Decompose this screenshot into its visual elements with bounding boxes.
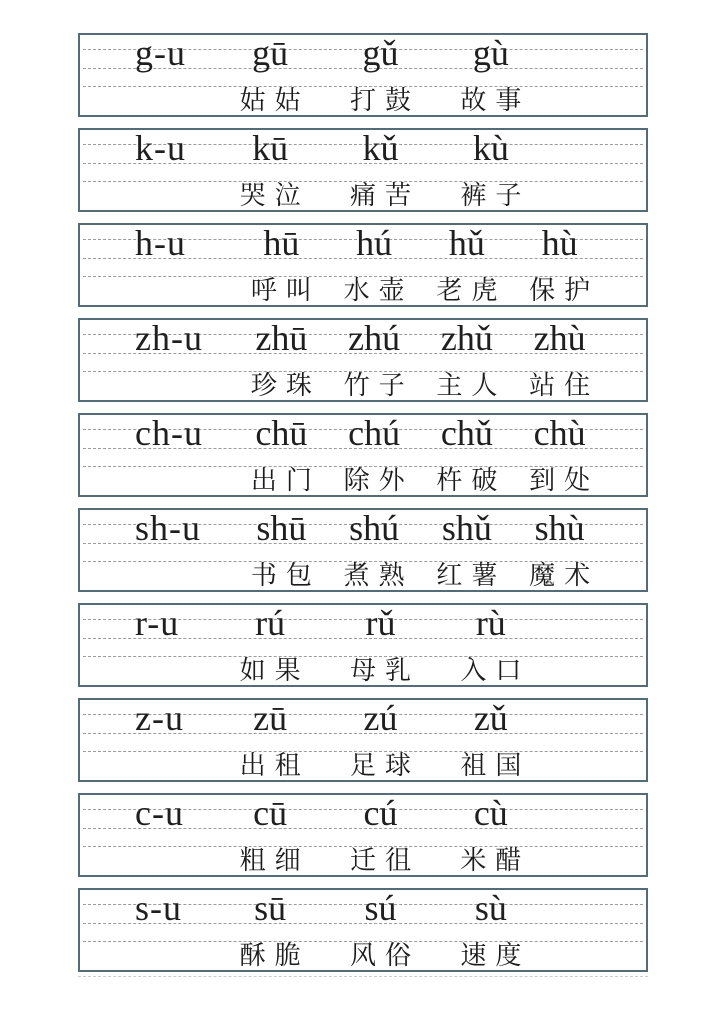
syllable-word-pair	[235, 320, 328, 402]
pinyin-syllable: shǔ	[441, 508, 492, 548]
syllable-word-pair	[328, 225, 421, 307]
syllable-word-pairs	[215, 35, 646, 117]
pinyin-section	[78, 793, 648, 877]
pinyin-syllable: cū	[253, 793, 288, 833]
pinyin-syllable: zhǔ	[440, 318, 493, 358]
syllable-word-pair	[513, 225, 606, 307]
example-word: 痛苦	[349, 181, 420, 210]
syllable-word-pair	[421, 415, 514, 497]
pinyin-syllable: zú	[363, 698, 398, 738]
pinyin-syllable: cú	[363, 793, 398, 833]
pinyin-section	[78, 318, 648, 402]
example-word: 呼叫	[250, 276, 321, 305]
section-content	[80, 510, 646, 590]
pinyin-syllable: kū	[252, 128, 289, 168]
syllable-word-pair	[513, 415, 606, 497]
example-word: 迁徂	[349, 846, 420, 875]
syllable-word-pair	[513, 320, 606, 402]
syllable-word-pairs	[215, 320, 646, 402]
example-word: 打鼓	[349, 86, 420, 115]
syllable-word-pairs	[215, 890, 646, 972]
section-content	[80, 130, 646, 210]
pinyin-syllable: sú	[364, 888, 397, 928]
example-word: 杵破	[436, 466, 507, 495]
syllable-word-pair	[328, 320, 421, 402]
example-word: 母乳	[349, 656, 420, 685]
pinyin-syllable: chù	[533, 413, 586, 453]
example-word: 祖国	[460, 751, 531, 780]
syllable-word-pair	[235, 225, 328, 307]
section-content	[80, 700, 646, 780]
section-content	[80, 320, 646, 400]
pinyin-syllable: zhú	[348, 318, 401, 358]
syllable-word-pairs	[215, 510, 646, 592]
example-word: 入口	[460, 656, 531, 685]
example-word: 酥脆	[239, 941, 310, 970]
syllable-word-pairs	[215, 795, 646, 877]
example-word: 老虎	[436, 276, 507, 305]
syllable-word-pair	[421, 510, 514, 592]
syllable-word-pair	[325, 605, 435, 687]
section-label: h-u	[135, 223, 186, 263]
pinyin-syllable: chū	[255, 413, 308, 453]
example-word: 裤子	[460, 181, 531, 210]
syllable-word-pair	[436, 130, 546, 212]
pinyin-syllable: zǔ	[473, 698, 508, 738]
example-word: 煮熟	[343, 561, 414, 590]
pinyin-syllable: chú	[348, 413, 401, 453]
syllable-word-pairs	[215, 700, 646, 782]
pinyin-syllable: sū	[254, 888, 287, 928]
pinyin-syllable: kǔ	[362, 128, 399, 168]
section-content	[80, 890, 646, 970]
example-word: 水壶	[343, 276, 414, 305]
syllable-word-pair	[235, 415, 328, 497]
syllable-word-pair	[215, 795, 325, 877]
syllable-word-pair	[215, 700, 325, 782]
example-word: 书包	[250, 561, 321, 590]
pinyin-syllable: kù	[472, 128, 509, 168]
syllable-word-pair	[215, 35, 325, 117]
pinyin-section	[78, 33, 648, 117]
syllable-word-pair	[436, 890, 546, 972]
syllable-word-pair	[325, 890, 435, 972]
pinyin-syllable: hù	[541, 223, 578, 263]
example-word: 哭泣	[239, 181, 310, 210]
pinyin-syllable: rù	[475, 603, 506, 643]
section-label: g-u	[135, 33, 186, 73]
partial-guide-line	[78, 976, 648, 977]
pinyin-syllable: cù	[473, 793, 508, 833]
section-content	[80, 225, 646, 305]
pinyin-syllable: gū	[252, 33, 289, 73]
section-content	[80, 415, 646, 495]
example-word: 如果	[239, 656, 310, 685]
pinyin-section	[78, 508, 648, 592]
pinyin-syllable: hú	[356, 223, 393, 263]
example-word: 速度	[460, 941, 531, 970]
example-word: 出门	[250, 466, 321, 495]
example-word: 除外	[343, 466, 414, 495]
syllable-word-pair	[215, 890, 325, 972]
pinyin-syllable: shū	[256, 508, 307, 548]
syllable-word-pairs	[215, 415, 646, 497]
example-word: 故事	[460, 86, 531, 115]
pinyin-syllable: gǔ	[362, 33, 399, 73]
example-word: 足球	[349, 751, 420, 780]
example-word: 主人	[436, 371, 507, 400]
pinyin-syllable: rǔ	[365, 603, 396, 643]
syllable-word-pair	[215, 130, 325, 212]
pinyin-section	[78, 603, 648, 687]
pinyin-syllable: zhù	[533, 318, 586, 358]
syllable-word-pair	[328, 415, 421, 497]
syllable-word-pair	[436, 700, 546, 782]
syllable-word-pair	[325, 700, 435, 782]
section-label: s-u	[135, 888, 182, 928]
syllable-word-pair	[436, 795, 546, 877]
section-label: k-u	[135, 128, 186, 168]
syllable-word-pairs	[215, 605, 646, 687]
syllable-word-pairs	[215, 130, 646, 212]
section-label: c-u	[135, 793, 184, 833]
pinyin-section	[78, 698, 648, 782]
example-word: 竹子	[343, 371, 414, 400]
example-word: 出租	[239, 751, 310, 780]
syllable-word-pair	[235, 510, 328, 592]
syllable-word-pair	[436, 605, 546, 687]
pinyin-syllable: rú	[255, 603, 286, 643]
syllable-word-pair	[513, 510, 606, 592]
pinyin-section	[78, 223, 648, 307]
pinyin-syllable: sù	[474, 888, 507, 928]
example-word: 站住	[529, 371, 600, 400]
pinyin-syllable: zū	[253, 698, 288, 738]
example-word: 到处	[529, 466, 600, 495]
pinyin-syllable: gù	[472, 33, 509, 73]
section-content	[80, 795, 646, 875]
syllable-word-pair	[325, 35, 435, 117]
example-word: 红薯	[436, 561, 507, 590]
section-label: ch-u	[135, 413, 203, 453]
pinyin-syllable: hǔ	[448, 223, 485, 263]
syllable-word-pair	[436, 35, 546, 117]
example-word: 米醋	[460, 846, 531, 875]
syllable-word-pairs	[215, 225, 646, 307]
example-word: 保护	[529, 276, 600, 305]
syllable-word-pair	[325, 130, 435, 212]
syllable-word-pair	[328, 510, 421, 592]
pinyin-syllable: chǔ	[440, 413, 493, 453]
section-label: sh-u	[135, 508, 201, 548]
section-label: r-u	[135, 603, 180, 643]
section-content	[80, 35, 646, 115]
example-word: 风俗	[349, 941, 420, 970]
section-label: z-u	[135, 698, 184, 738]
syllable-word-pair	[215, 605, 325, 687]
syllable-word-pair	[421, 320, 514, 402]
pinyin-syllable: hū	[263, 223, 300, 263]
syllable-word-pair	[325, 795, 435, 877]
example-word: 魔术	[529, 561, 600, 590]
pinyin-syllable: shù	[534, 508, 585, 548]
pinyin-syllable: shú	[349, 508, 400, 548]
pinyin-section	[78, 413, 648, 497]
pinyin-syllable: zhū	[255, 318, 308, 358]
pinyin-section	[78, 128, 648, 212]
example-word: 粗细	[239, 846, 310, 875]
section-content	[80, 605, 646, 685]
syllable-word-pair	[421, 225, 514, 307]
example-word: 姑姑	[239, 86, 310, 115]
pinyin-section	[78, 888, 648, 972]
example-word: 珍珠	[250, 371, 321, 400]
section-label: zh-u	[135, 318, 203, 358]
